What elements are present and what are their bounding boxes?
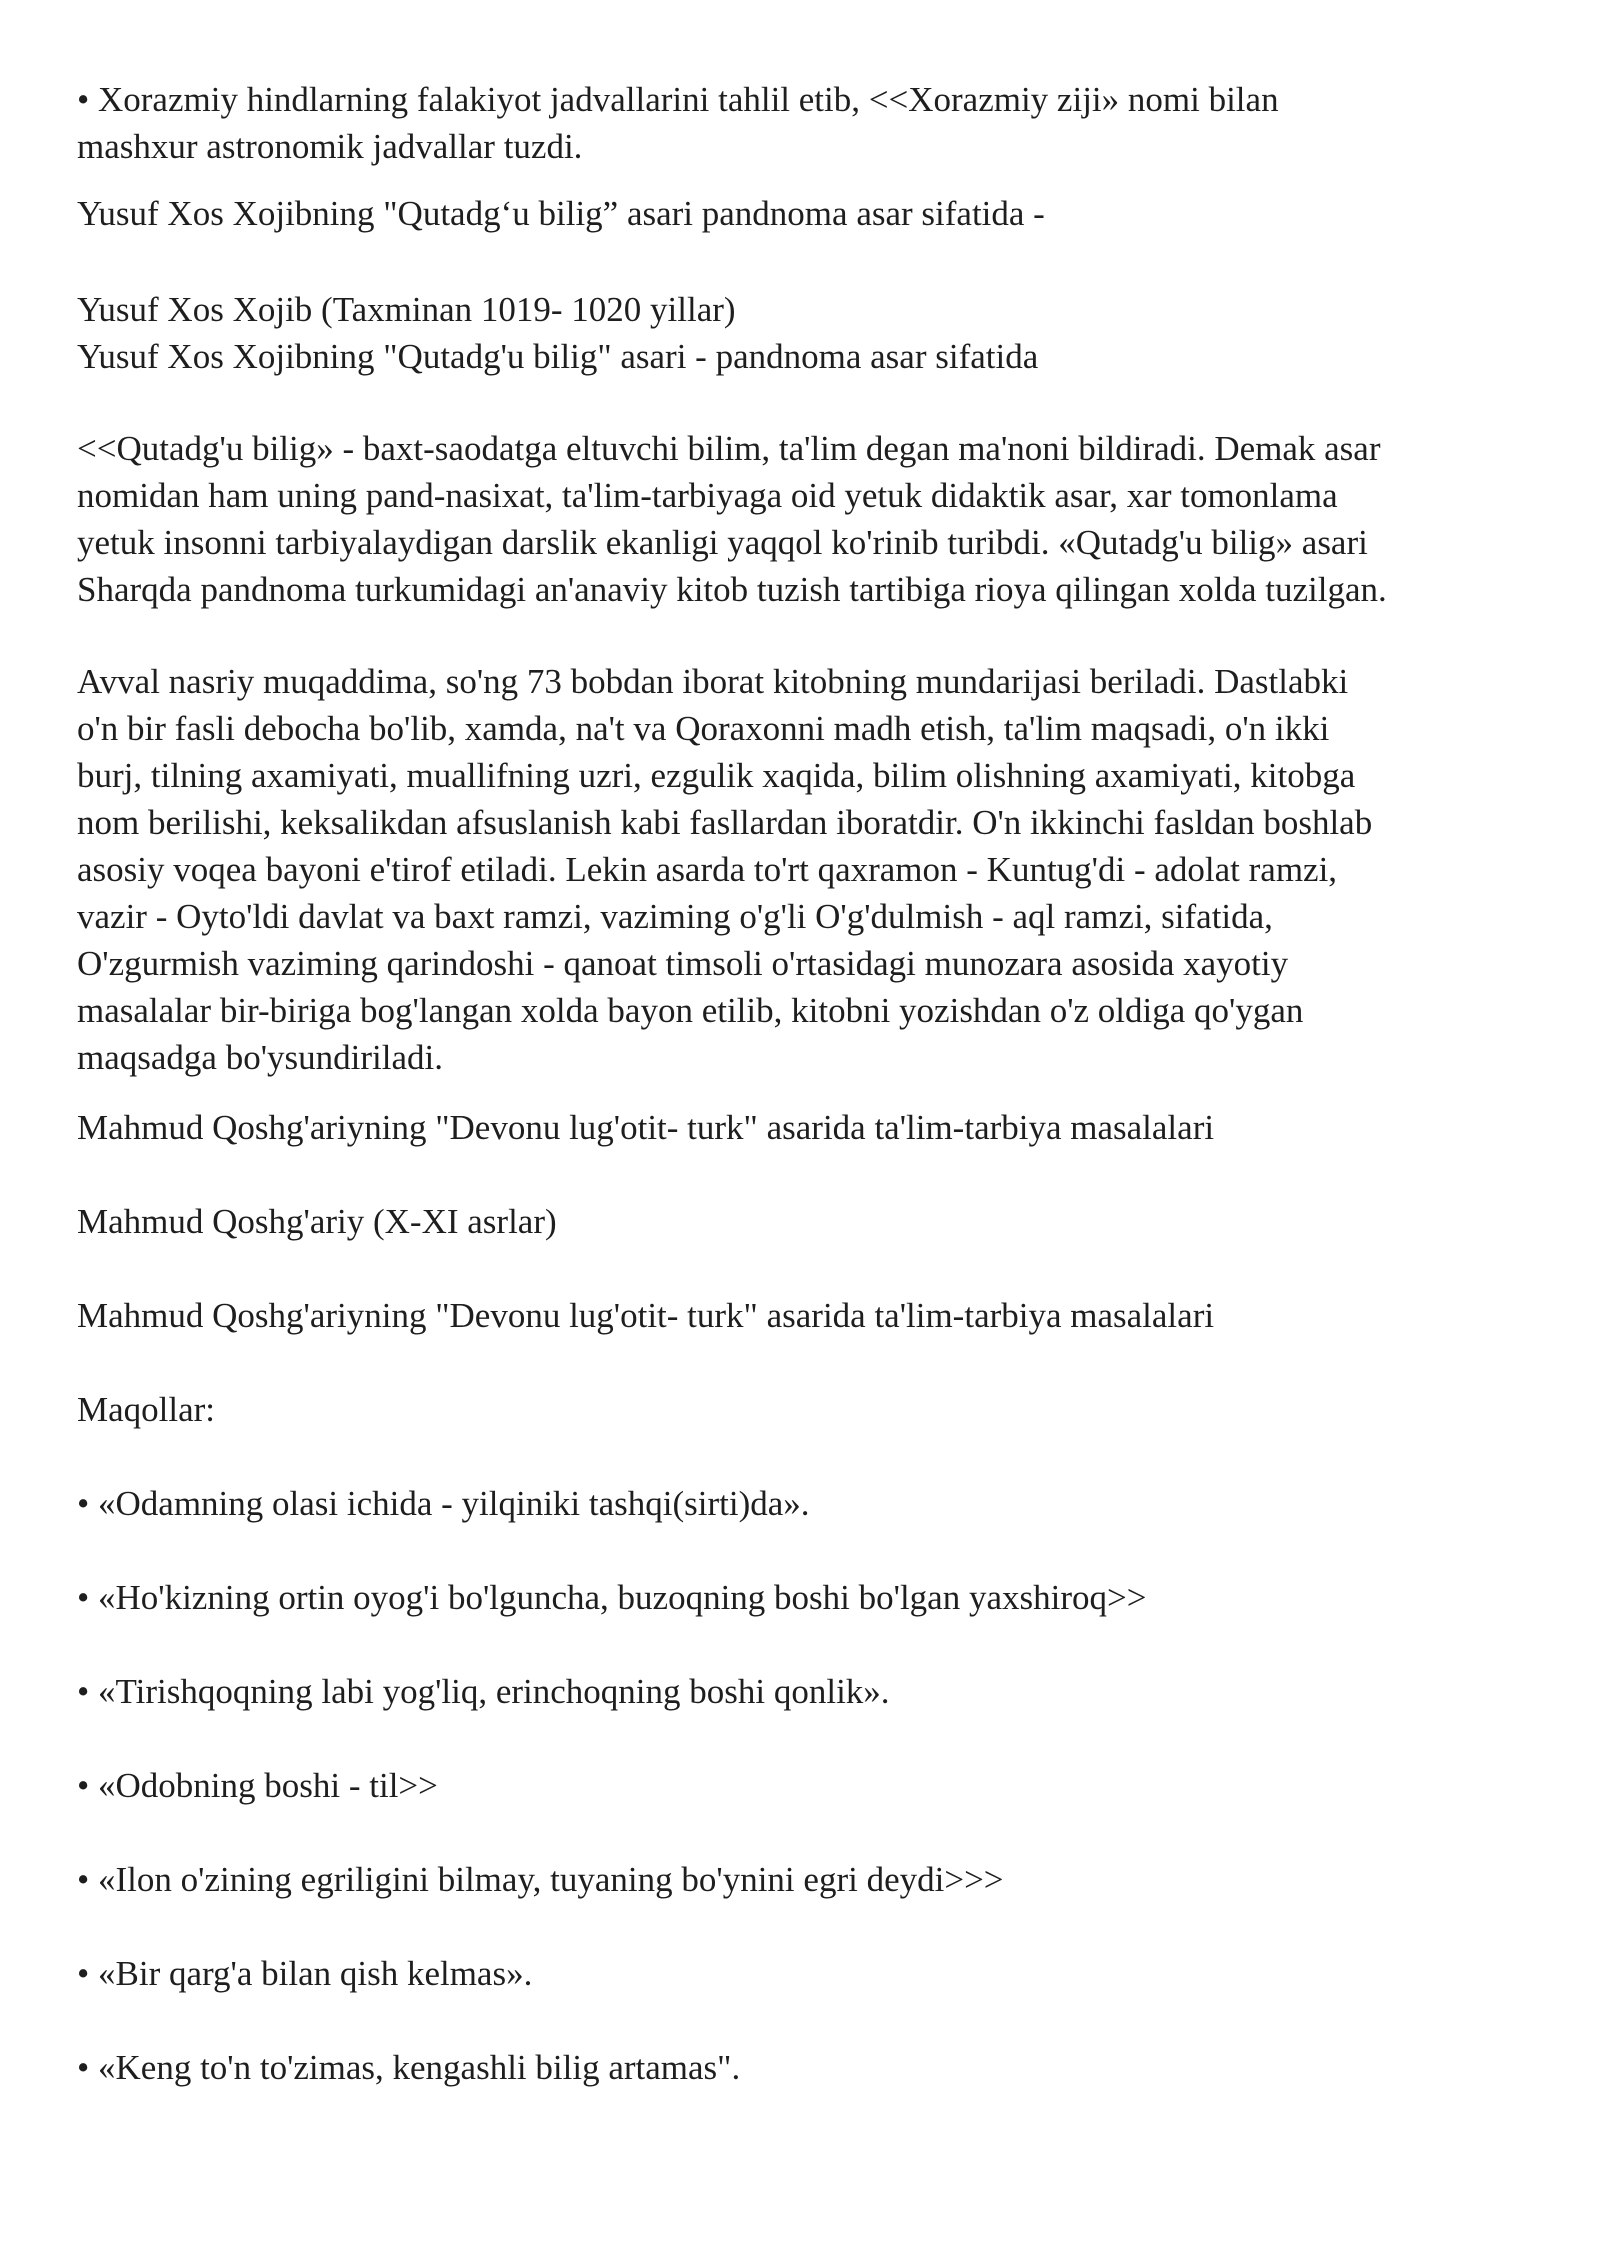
proverb-item [77, 1668, 1537, 1715]
proverb-item [77, 1950, 1537, 1997]
text-line: O'zgurmish vaziming qarindoshi - qanoat timsoli o'rtasidagi munozara asosida xayotiy [77, 944, 1289, 983]
paragraph-qutadgu-bilig [77, 425, 1537, 613]
heading-mahmud-qoshgariy [77, 1104, 1537, 1151]
text-line: o'n bir fasli debocha bo'lib, xamda, na't va Qoraxonni madh etish, ta'lim maqsadi, o'n ikki [77, 709, 1330, 748]
paragraph-avval-nasriy [77, 658, 1537, 1081]
text-line: maqsadga bo'ysundiriladi. [77, 1038, 443, 1077]
maqollar-label [77, 1386, 1537, 1433]
text-line: Mahmud Qoshg'ariyning "Devonu lug'otit- turk" asarida ta'lim-tarbiya masalalari [77, 1296, 1215, 1335]
text-line: • «Odamning olasi ichida - yilqiniki tashqi(sirti)da». [77, 1484, 810, 1523]
proverb-item [77, 2044, 1537, 2091]
proverb-item [77, 1762, 1537, 1809]
text-line: vazir - Oyto'ldi davlat va baxt ramzi, vaziming o'g'li O'g'dulmish - aql ramzi, sifatida, [77, 897, 1273, 936]
paragraph-xorazmiy [77, 76, 1537, 170]
text-line: burj, tilning axamiyati, muallifning uzri, ezgulik xaqida, bilim olishning axamiyati, kitobga [77, 756, 1356, 795]
heading-yusuf-xos-xojib [77, 190, 1537, 237]
text-line: • «Odobning boshi - til>> [77, 1766, 438, 1805]
text-line: Yusuf Xos Xojibning "Qutadg'u bilig" asari - pandnoma asar sifatida [77, 337, 1039, 376]
text-line: Avval nasriy muqaddima, so'ng 73 bobdan iborat kitobning mundarijasi beriladi. Dastlabki [77, 662, 1349, 701]
text-line: asosiy voqea bayoni e'tirof etiladi. Lekin asarda to'rt qaxramon - Kuntug'di - adolat ramzi, [77, 850, 1338, 889]
text-line: <<Qutadg'u bilig» - baxt-saodatga eltuvchi bilim, ta'lim degan ma'noni bildiradi. Demak asar [77, 429, 1381, 468]
text-line: • «Keng to'n to'zimas, kengashli bilig artamas". [77, 2048, 741, 2087]
text-line: yetuk insonni tarbiyalaydigan darslik ekanligi yaqqol ko'rinib turibdi. «Qutadg'u bilig» asari [77, 523, 1368, 562]
text-line: mashxur astronomik jadvallar tuzdi. [77, 127, 583, 166]
text-line: nom berilishi, keksalikdan afsuslanish kabi fasllardan iboratdir. O'n ikkinchi fasldan boshlab [77, 803, 1373, 842]
text-line: • «Tirishqoqning labi yog'liq, erinchoqning boshi qonlik». [77, 1672, 890, 1711]
text-line: masalalar bir-biriga bog'langan xolda bayon etilib, kitobni yozishdan o'z oldiga qo'ygan [77, 991, 1304, 1030]
paragraph-yusuf-xos-xojib [77, 286, 1537, 380]
text-line: Maqollar: [77, 1390, 216, 1429]
text-line: • «Bir qarg'a bilan qish kelmas». [77, 1954, 533, 1993]
heading-mahmud-qoshgariy-years [77, 1198, 1537, 1245]
text-line: • «Ho'kizning ortin oyog'i bo'lguncha, buzoqning boshi bo'lgan yaxshiroq>> [77, 1578, 1147, 1617]
text-line: Mahmud Qoshg'ariyning "Devonu lug'otit- turk" asarida ta'lim-tarbiya masalalari [77, 1108, 1215, 1147]
text-line: • «Ilon o'zining egriligini bilmay, tuyaning bo'ynini egri deydi>>> [77, 1860, 1004, 1899]
text-line: nomidan ham uning pand-nasixat, ta'lim-tarbiyaga oid yetuk didaktik asar, xar tomonlama [77, 476, 1338, 515]
heading-devonu-lugotit-turk [77, 1292, 1537, 1339]
proverb-item [77, 1480, 1537, 1527]
proverb-item [77, 1574, 1537, 1621]
proverb-item [77, 1856, 1537, 1903]
text-line: Yusuf Xos Xojibning "Qutadg‘u bilig” asari pandnoma asar sifatida - [77, 194, 1045, 233]
text-line: • Xorazmiy hindlarning falakiyot jadvallarini tahlil etib, <<Xorazmiy ziji» nomi bilan [77, 80, 1279, 119]
text-line: Yusuf Xos Xojib (Taxminan 1019- 1020 yillar) [77, 290, 736, 329]
text-line: Sharqda pandnoma turkumidagi an'anaviy kitob tuzish tartibiga rioya qilingan xolda tuzilgan. [77, 570, 1387, 609]
text-line: Mahmud Qoshg'ariy (X-XI asrlar) [77, 1202, 557, 1241]
